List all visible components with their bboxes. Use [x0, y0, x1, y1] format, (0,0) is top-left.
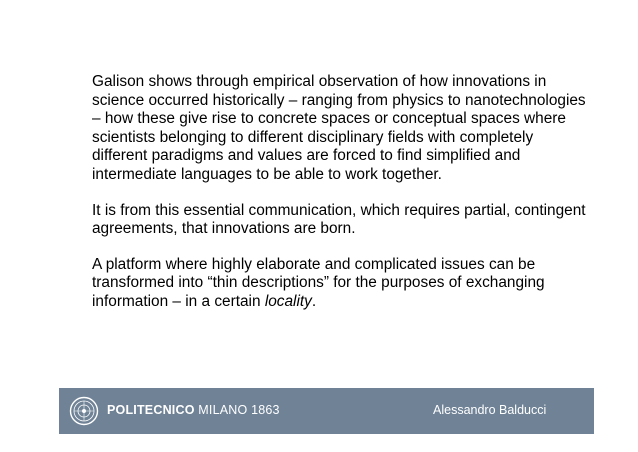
- slide-body: [92, 73, 592, 329]
- footer-author: Alessandro Balducci: [433, 403, 547, 417]
- paragraph-2: It is from this essential communication, which requires partial, contingent agreements, that innovations are born.: [92, 201, 586, 238]
- footer-organization: [107, 403, 280, 417]
- paragraph-1: Galison shows through empirical observation of how innovations in science occurred historically – ranging from physics to nanotechnologies – how these give rise to concrete spaces or conceptual spaces where scientists belonging to different disciplinary fields with completely different paradigms and values are forced to find simplified and intermediate languages to be able to work together.: [92, 73, 586, 183]
- footer-bar: [59, 388, 594, 434]
- paragraph-3-italic: locality: [264, 292, 312, 310]
- footer-org-bold: POLITECNICO: [107, 403, 195, 417]
- footer-org-rest: MILANO 1863: [194, 403, 280, 417]
- paragraph-3-text: A platform where highly elaborate and complicated issues can be transformed into “thin descriptions” for the purposes of exchanging information – in a certain: [92, 255, 545, 310]
- university-seal-icon: [69, 396, 99, 426]
- paragraph-3-end: .: [311, 292, 317, 310]
- paragraph-3: [92, 256, 592, 312]
